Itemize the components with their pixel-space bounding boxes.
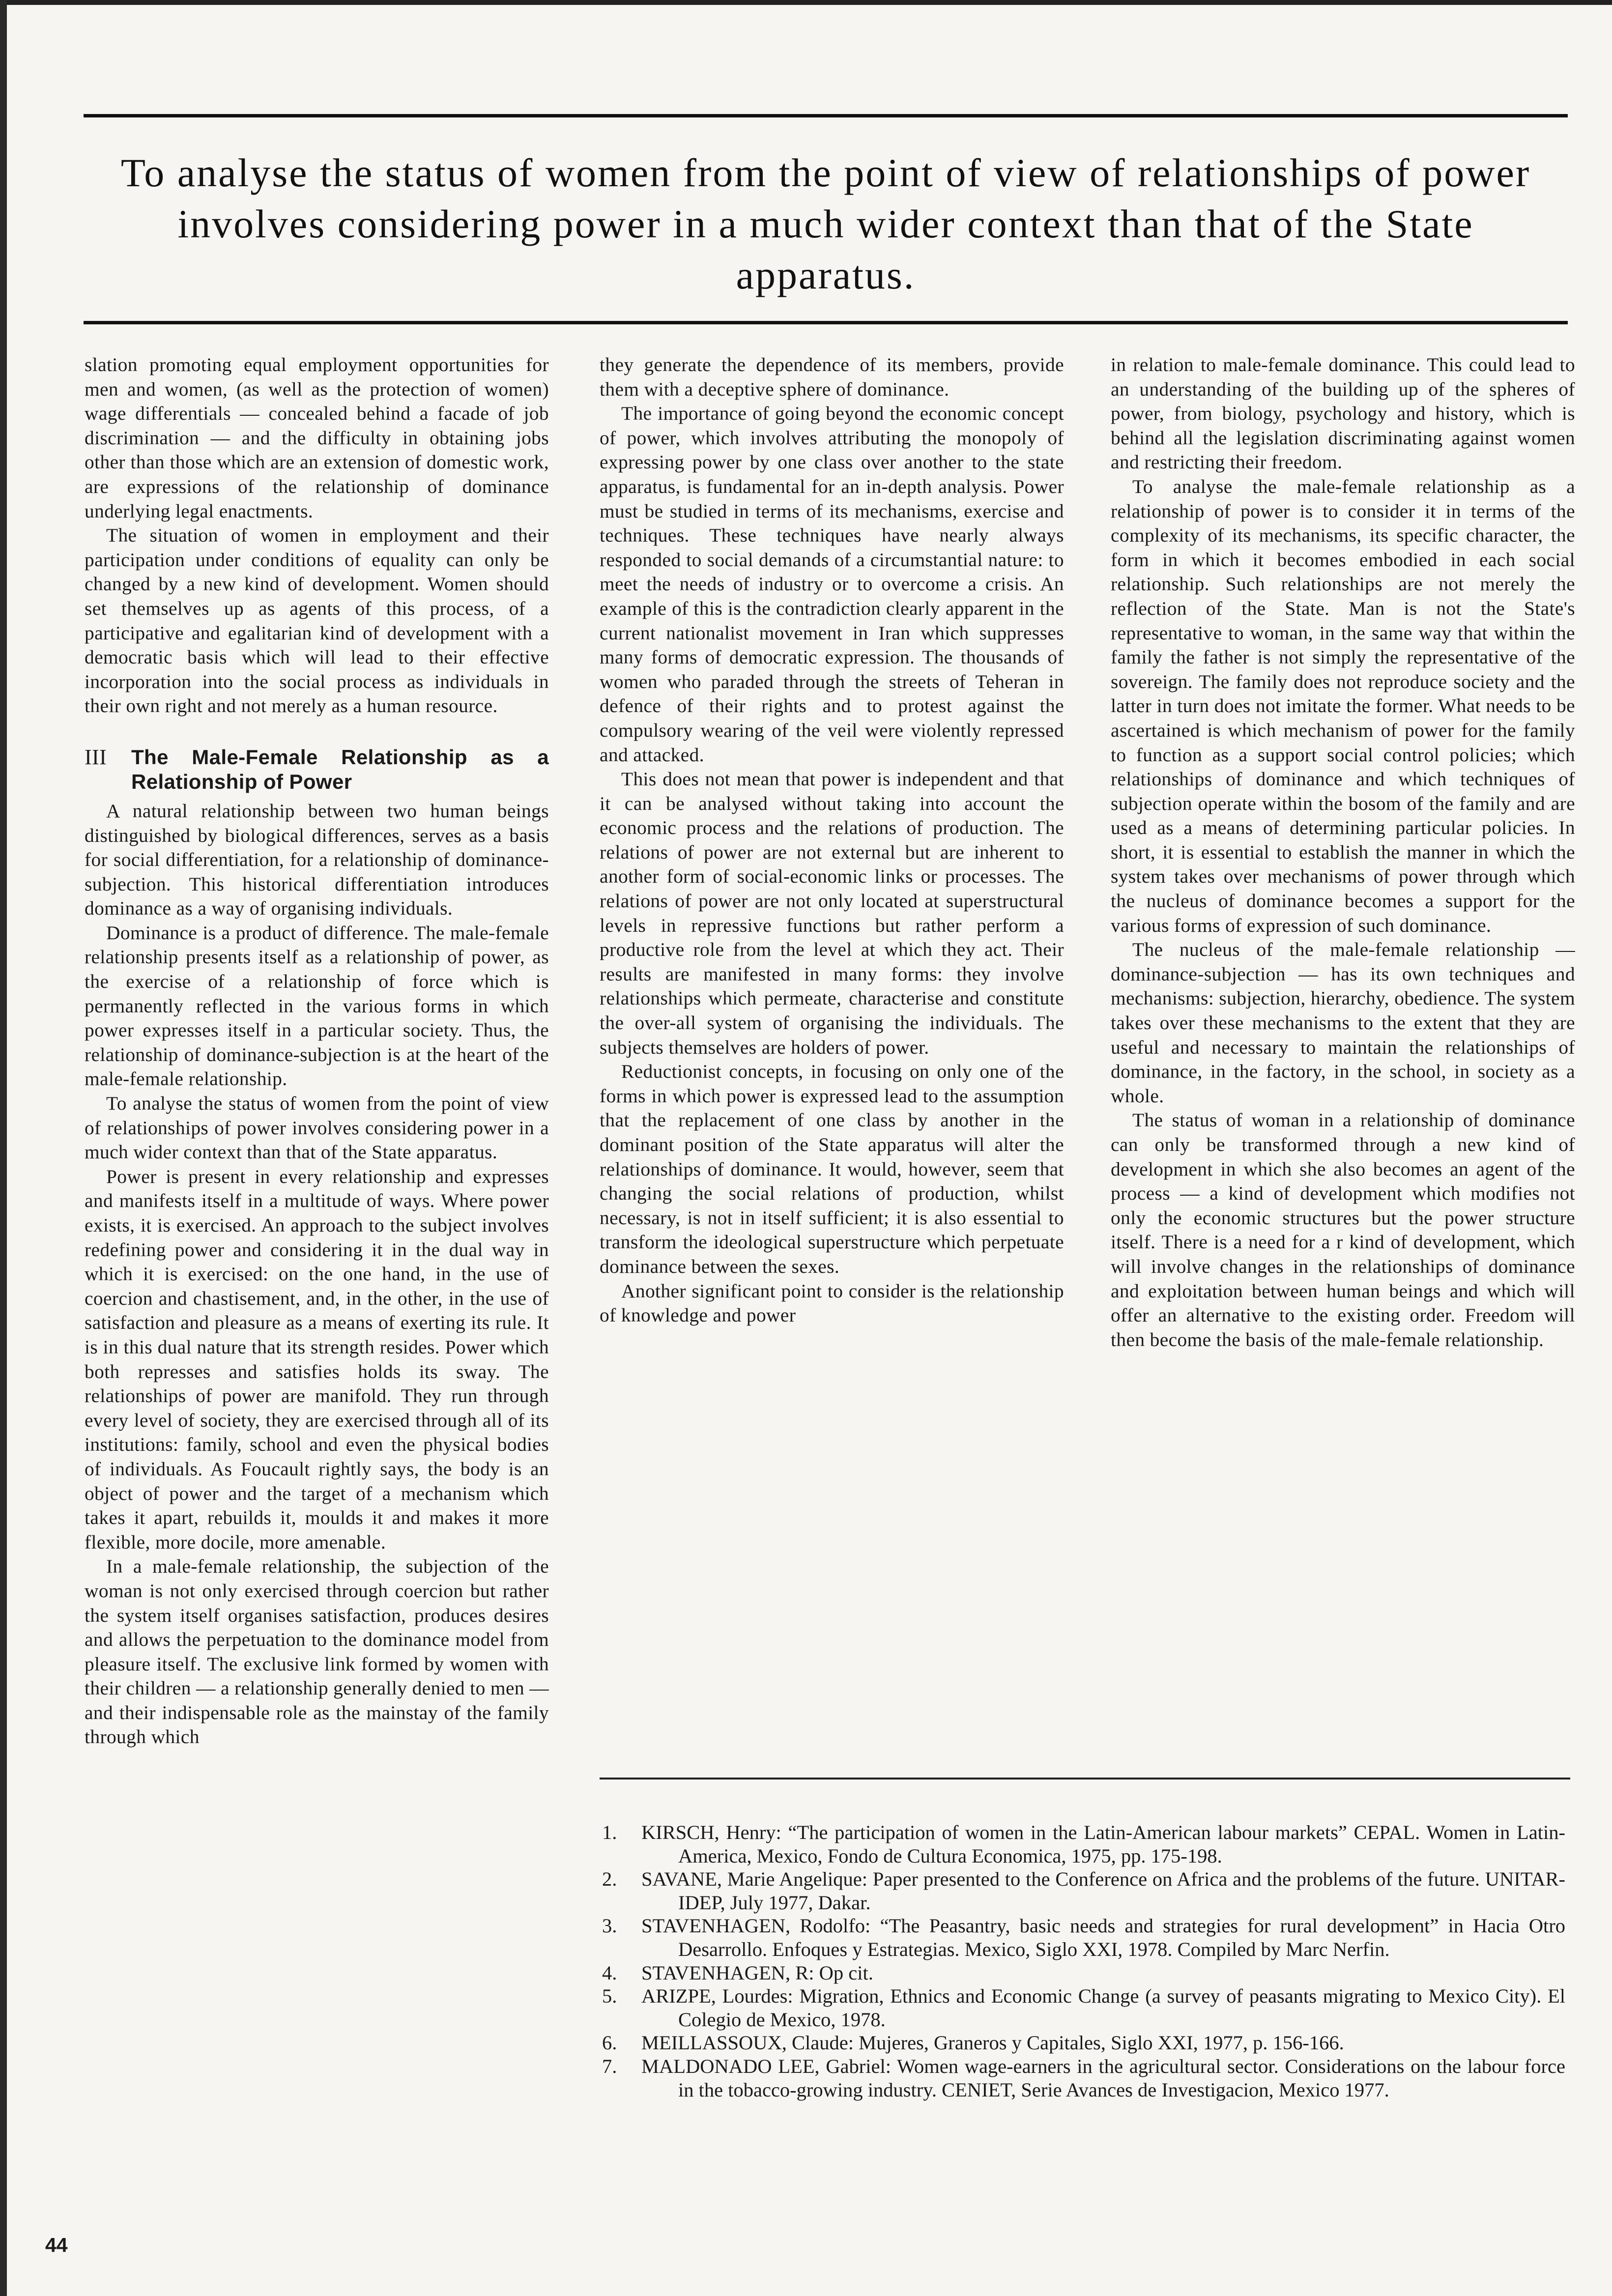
section-number: III	[85, 745, 107, 769]
paragraph: To analyse the status of women from the point of view of relationships of power involves considering power in a much wider context than that of the State apparatus.	[85, 1092, 549, 1163]
paragraph: The nucleus of the male-female relationship — dominance-subjection — has its own techniques and mechanisms: subjection, hierarchy, obedience. The system takes over these mechanisms to the extent that they are useful and necessary to maintain the relationships of dominance, in the factory, in the school, in society as a whole.	[1111, 939, 1575, 1107]
paragraph: slation promoting equal employment opportunities for men and women, (as well as the protection of women) wage differentials — concealed behind a facade of job discrimination — and the difficulty in obtaining jobs other than those which are an extension of domestic work, are expressions of the relationship of dominance underlying legal enactments.	[85, 354, 549, 522]
footnote	[602, 1914, 1565, 1961]
footnote-number: 1.	[602, 1821, 617, 1843]
pull-quote: To analyse the status of women from the point of view of relationships of power involves considering power in a much wider context than that of the State apparatus.	[120, 150, 1531, 297]
footnote-number: 6.	[602, 2032, 617, 2054]
footnote-text: MEILLASSOUX, Claude: Mujeres, Graneros y Capitales, Siglo XXI, 1977, p. 156-166.	[641, 2032, 1344, 2054]
page-frame-top	[0, 0, 1612, 5]
paragraph: In a male-female relationship, the subjection of the woman is not only exercised through coercion but rather the system itself organises satisfaction, produces desires and allows the perpetuation to the dominance model from pleasure itself. The exclusive link formed by women with their children — a relationship generally denied to men — and their indispensable role as the mainstay of the family through which	[85, 1555, 549, 1748]
paragraph: The situation of women in employment and their participation under conditions of equality can only be changed by a new kind of development. Women should set themselves up as agents of this process, of a participative and egalitarian kind of development with a democratic basis which will lead to their effective incorporation into the social process as individuals in their own right and not merely as a human resource.	[85, 524, 549, 717]
footnote	[602, 1821, 1565, 1867]
paragraph: Reductionist concepts, in focusing on only one of the forms in which power is expressed lead to the assumption that the replacement of one class by another in the dominant position of the State apparatus will alter the relationships of dominance. It would, however, seem that changing the social relations of production, whilst necessary, is not in itself sufficient; it is also essential to transform the ideological superstructure which perpetuate dominance between the sexes.	[600, 1061, 1064, 1277]
article-column-1	[85, 353, 549, 1750]
paragraph: To analyse the male-female relationship as a relationship of power is to consider it in terms of the complexity of its mechanisms, its specific character, the form in which it becomes embodied in each social relationship. Such relationships are not merely the reflection of the State. Man is not the State's representative to woman, in the same way that within the family the father is not simply the representative of the sovereign. The family does not reproduce society and the latter in turn does not imitate the former. What needs to be ascertained is which mechanism of power for the family to function as a support social control policies; which relationships of dominance and which techniques of subjection operate within the bosom of the family and are used as a means of determining particular policies. In short, it is essential to establish the manner in which the system takes over mechanisms of power through which the nucleus of dominance becomes a support for the various forms of expression of such dominance.	[1111, 475, 1575, 936]
section-title: The Male-Female Relationship as a Relationship of Power	[131, 745, 549, 793]
footnote-text: SAVANE, Marie Angelique: Paper presented to the Conference on Africa and the problems of the future. UNITAR-IDEP, July 1977, Dakar.	[641, 1868, 1565, 1914]
footnote-text: KIRSCH, Henry: “The participation of women in the Latin-American labour markets” CEPAL. Women in Latin-America, Mexico, Fondo de Cultura Economica, 1975, pp. 175-198.	[641, 1821, 1565, 1867]
footnote	[602, 1961, 1565, 1985]
paragraph: Dominance is a product of difference. The male-female relationship presents itself as a relationship of power, as the exercise of a relationship of force which is permanently reflected in the various forms in which power expresses itself in a particular society. Thus, the relationship of dominance-subjection is at the heart of the male-female relationship.	[85, 921, 549, 1090]
footnote-text: STAVENHAGEN, Rodolfo: “The Peasantry, basic needs and strategies for rural development” in Hacia Otro Desarrollo. Enfoques y Estrategias. Mexico, Siglo XXI, 1978. Compiled by Marc Nerfin.	[641, 1915, 1565, 1960]
footnote-number: 2.	[602, 1868, 617, 1891]
pull-quote-rule-top	[84, 114, 1568, 117]
paragraph: Power is present in every relationship and expresses and manifests itself in a multitude of ways. Where power exists, it is exercised. An approach to the subject involves redefining power and considering it in the dual way in which it is exercised: on the one hand, in the use of coercion and chastisement, and, in the other, in the use of satisfaction and pleasure as a means of exerting its rule. It is in this dual nature that its strength resides. Power which both represses and satisfies holds its sway. The relationships of power are manifold. They run through every level of society, they are exercised through all of its institutions: family, school and even the physical bodies of individuals. As Foucault rightly says, the body is an object of power and the target of a mechanism which takes it apart, rebuilds it, moulds it and makes it more flexible, more docile, more amenable.	[85, 1165, 549, 1553]
paragraph: The status of woman in a relationship of dominance can only be transformed through a new kind of development in which she also becomes an agent of the process — a kind of development which modifies not only the economic structures but the power structure itself. There is a need for a r kind of development, which will involve changes in the relationships of dominance and exploitation between human beings and which will offer an alternative to the existing order. Freedom will then become the basis of the male-female relationship.	[1111, 1109, 1575, 1350]
footnote-number: 3.	[602, 1915, 617, 1937]
footnote	[602, 2031, 1565, 2055]
footnote-number: 4.	[602, 1961, 617, 1984]
paragraph: they generate the dependence of its members, provide them with a deceptive sphere of dominance.	[600, 354, 1064, 400]
paragraph: A natural relationship between two human beings distinguished by biological differences, serves as a basis for social differentiation, for a relationship of dominance-subjection. This historical differentiation introduces dominance as a way of organising individuals.	[85, 800, 549, 919]
paragraph: The importance of going beyond the economic concept of power, which involves attributing the monopoly of expressing power by one class over another to the state apparatus, is fundamental for an in-depth analysis. Power must be studied in terms of its mechanisms, exercise and techniques. These techniques have nearly always responded to social demands of a circumstantial nature: to meet the needs of industry or to overcome a crisis. An example of this is the contradiction clearly apparent in the current nationalist movement in Iran which suppresses many forms of democratic expression. The thousands of women who paraded through the streets of Teheran in defence of their rights and to protest against the compulsory wearing of the veil were violently repressed and attacked.	[600, 402, 1064, 766]
page-frame-left	[0, 0, 7, 2296]
footnote	[602, 2055, 1565, 2101]
page-number: 44	[45, 2234, 68, 2256]
footnote-text: MALDONADO LEE, Gabriel: Women wage-earners in the agricultural sector. Considerations on the labour force in the tobacco-growing industry. CENIET, Serie Avances de Investigacion, Mexico 1977.	[641, 2055, 1565, 2101]
paragraph: Another significant point to consider is the relationship of knowledge and power	[600, 1280, 1064, 1326]
section-heading	[85, 745, 549, 794]
paragraph: in relation to male-female dominance. This could lead to an understanding of the building up of the spheres of power, from biology, psychology and history, which is behind all the legislation discriminating against women and restricting their freedom.	[1111, 354, 1575, 473]
article-column-3	[1111, 353, 1575, 1352]
footnote-number: 5.	[602, 1985, 617, 2008]
footnote-text: STAVENHAGEN, R: Op cit.	[641, 1961, 873, 1984]
paragraph: This does not mean that power is independent and that it can be analysed without taking into account the economic process and the relations of production. The relations of power are not external but are inherent to another form of social-economic links or processes. The relations of power are not only located at superstructural levels in repressive functions but rather perform a productive role from the level at which they act. Their results are manifested in many forms: they involve relationships which permeate, characterise and constitute the over-all system of organising the individuals. The subjects themselves are holders of power.	[600, 768, 1064, 1058]
article-column-2	[600, 353, 1064, 1328]
pull-quote-rule-bottom	[84, 321, 1568, 324]
footnotes-rule	[600, 1778, 1570, 1779]
footnote	[602, 1867, 1565, 1914]
footnotes-list	[602, 1821, 1565, 2101]
footnote	[602, 1984, 1565, 2031]
footnote-text: ARIZPE, Lourdes: Migration, Ethnics and Economic Change (a survey of peasants migrating to Mexico City). El Colegio de Mexico, 1978.	[641, 1985, 1565, 2031]
footnote-number: 7.	[602, 2055, 617, 2077]
